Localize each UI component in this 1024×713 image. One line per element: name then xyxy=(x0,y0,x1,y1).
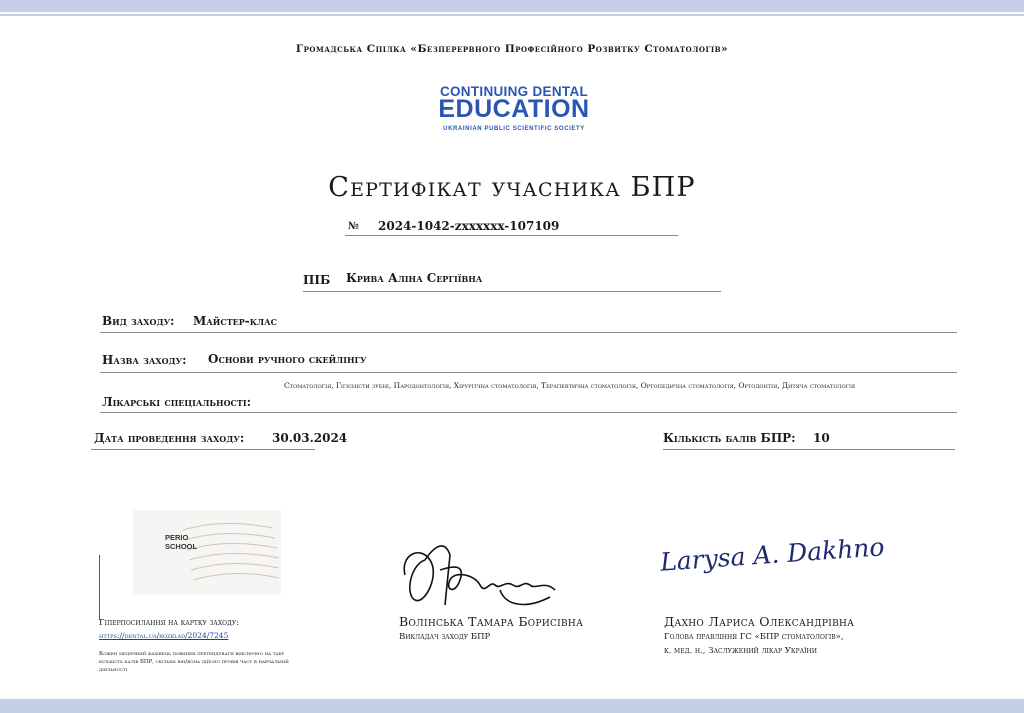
logo-line-3: UKRAINIAN PUBLIC SCIENTIFIC SOCIETY xyxy=(443,126,585,132)
points-note: Кожен медичний фахівець повинен претендувати виключно на таку кількість балів БПР, скільки він/вона дійсно провів часу в навчальній діяльності xyxy=(99,651,289,673)
top-band xyxy=(0,0,1024,12)
points-value: 10 xyxy=(813,431,830,445)
event-name-value: Основи ручного скейлінгу xyxy=(208,352,367,366)
event-date-underline xyxy=(91,449,315,450)
event-date-value: 30.03.2024 xyxy=(272,431,348,445)
signer1-name: Волінська Тамара Борисівна xyxy=(399,614,584,629)
number-underline xyxy=(345,235,678,236)
event-name-label: Назва заходу: xyxy=(102,353,187,367)
participant-name: Крива Аліна Сергіївна xyxy=(346,271,483,285)
left-divider xyxy=(99,555,100,620)
perio-line-2: SCHOOL xyxy=(165,542,198,551)
specialties-label: Лікарські спеціальності: xyxy=(102,395,252,409)
signer2-role-2: к. мед. н., Заслужений лікар України xyxy=(664,646,817,656)
cde-logo xyxy=(424,84,604,140)
signer1-role: Викладач заходу БПР xyxy=(399,632,491,642)
perio-school-logo xyxy=(133,510,281,595)
signer2-role-1: Голова правління ГС «БПР стоматологів», xyxy=(664,632,844,642)
points-underline xyxy=(663,449,955,450)
number-value: 2024-1042-zxxxxxx-107109 xyxy=(378,219,560,233)
organization-name: Громадська Спілка «Безперервного Професійного Розвитку Стоматологів» xyxy=(295,43,729,55)
certificate-title: Сертифікат учасника БПР xyxy=(328,172,696,203)
bottom-band xyxy=(0,699,1024,713)
specialties-value: Стоматологія, Гігієністи зубні, Пародонтологія, Хірургічна стоматологія, Терапевтична стоматологія, Ортопедична стоматологія, Ортодонтія, Дитяча стоматологія xyxy=(284,381,856,390)
participant-label: ПІБ xyxy=(303,273,331,287)
signature-dakhno: Larysa A. Dakhno xyxy=(659,532,886,577)
points-label: Кількість балів БПР: xyxy=(663,431,796,445)
event-type-label: Вид заходу: xyxy=(102,314,175,328)
event-type-underline xyxy=(100,332,957,333)
link-label: Гіперпосилання на картку заходу: xyxy=(99,618,240,628)
top-band-line xyxy=(0,14,1024,16)
perio-line-1: PERIO xyxy=(165,533,189,542)
perio-waves-icon xyxy=(133,510,281,595)
logo-line-1: CONTINUING DENTAL xyxy=(439,84,589,99)
logo-line-2: EDUCATION xyxy=(438,95,590,123)
event-date-label: Дата проведення заходу: xyxy=(94,431,245,445)
event-type-value: Майстер-клас xyxy=(193,314,278,328)
specialties-underline xyxy=(100,412,957,413)
number-label: № xyxy=(348,221,359,232)
event-card-link[interactable]: https://dental.ua/rozklad/2024/7245 xyxy=(99,631,229,640)
signer2-name: Дахно Лариса Олександрівна xyxy=(664,614,855,629)
event-name-underline xyxy=(100,372,957,373)
signature-volinska xyxy=(395,535,565,615)
participant-underline xyxy=(303,291,721,292)
